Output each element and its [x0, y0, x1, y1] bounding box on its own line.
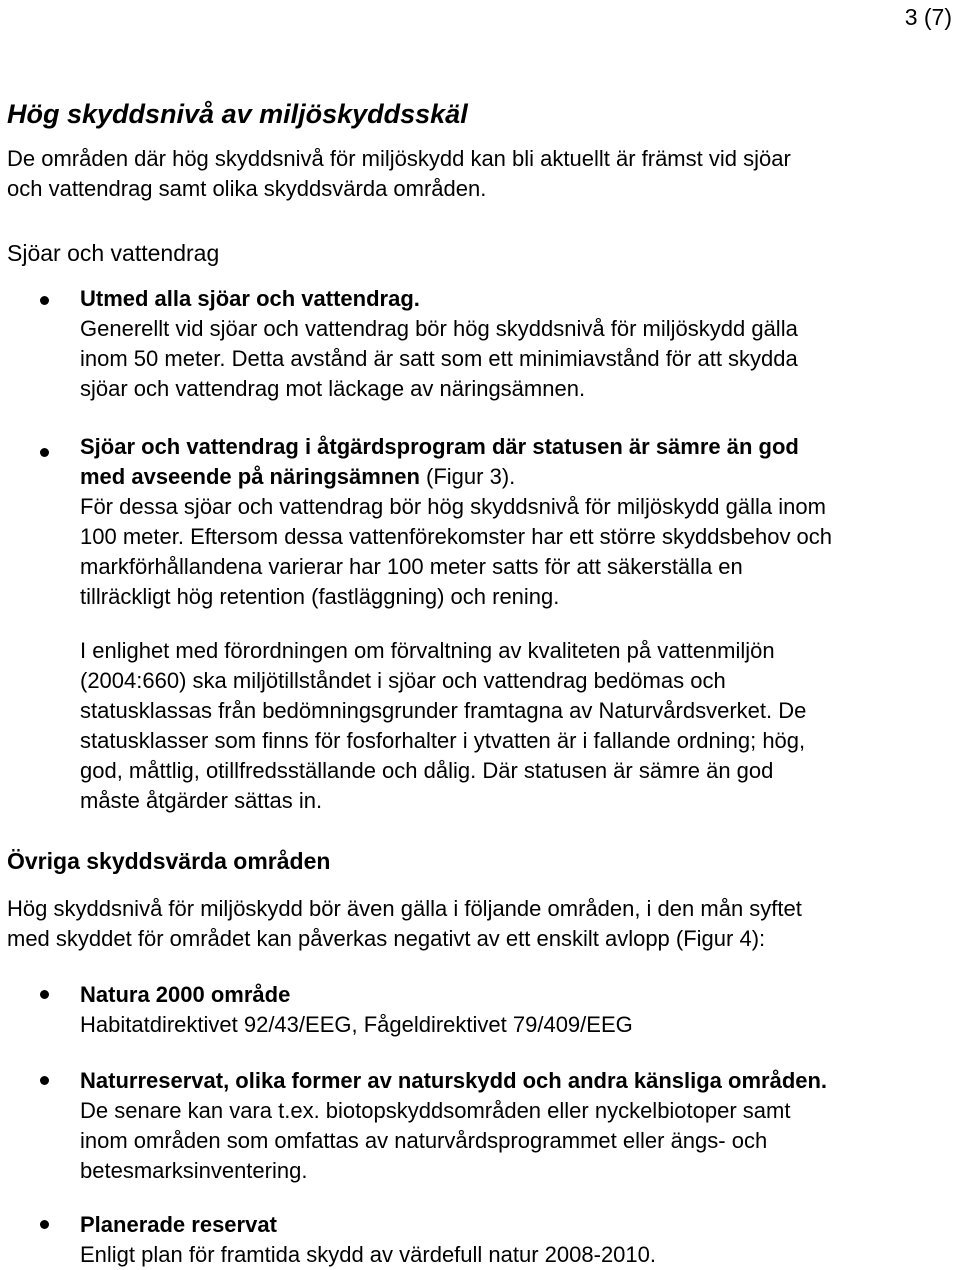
bullet-item-natura-2000 [80, 980, 633, 1040]
regulation-line: statusklasser som finns för fosforhalter i ytvatten är i fallande ordning; hög, [80, 728, 806, 753]
bullet-title: Sjöar och vattendrag i åtgärdsprogram där statusen är sämre än god [80, 434, 799, 459]
section-title: Hög skyddsnivå av miljöskyddsskäl [7, 99, 468, 129]
bullet-text-line: betesmarksinventering. [80, 1158, 308, 1183]
other-intro-line: med skyddet för området kan påverkas negativt av ett enskilt avlopp (Figur 4): [7, 926, 766, 951]
page-number: 3 (7) [904, 4, 952, 30]
bullet-text-line: tillräckligt hög retention (fastläggning) och rening. [80, 584, 560, 609]
regulation-line: god, måttlig, otillfredsställande och dålig. Där statusen är sämre än god [80, 758, 774, 783]
bullet-text-line: De senare kan vara t.ex. biotopskyddsområden eller nyckelbiotoper samt [80, 1098, 791, 1123]
bullet-text-line: Habitatdirektivet 92/43/EEG, Fågeldirektivet 79/409/EEG [80, 1012, 633, 1037]
bullet-title: Utmed alla sjöar och vattendrag. [80, 286, 420, 311]
bullet-title: med avseende på näringsämnen [80, 464, 420, 489]
other-areas-heading: Övriga skyddsvärda områden [7, 848, 331, 874]
bullet-title: Natura 2000 område [80, 982, 291, 1007]
other-areas-intro [7, 894, 802, 954]
bullet-item-nature-reserve [80, 1066, 827, 1186]
bullet-text-line: sjöar och vattendrag mot läckage av näringsämnen. [80, 376, 586, 401]
regulation-paragraph [80, 636, 806, 816]
bullet-item-lakes [80, 284, 798, 404]
lakes-heading: Sjöar och vattendrag [7, 240, 220, 266]
regulation-line: måste åtgärder sättas in. [80, 788, 323, 813]
bullet-item-planned-reserve [80, 1210, 656, 1270]
intro-line: De områden där hög skyddsnivå för miljöskydd kan bli aktuellt är främst vid sjöar [7, 146, 791, 171]
bullet-text-line: inom områden som omfattas av naturvårdsprogrammet eller ängs- och [80, 1128, 768, 1153]
bullet-icon [40, 1220, 49, 1229]
bullet-icon [40, 990, 49, 999]
bullet-icon [40, 448, 49, 457]
other-intro-line: Hög skyddsnivå för miljöskydd bör även gälla i följande områden, i den mån syftet [7, 896, 802, 921]
bullet-title: Naturreservat, olika former av naturskydd och andra känsliga områden. [80, 1068, 828, 1093]
bullet-icon [40, 296, 49, 305]
bullet-icon [40, 1076, 49, 1085]
regulation-line: I enlighet med förordningen om förvaltning av kvaliteten på vattenmiljön [80, 638, 775, 663]
bullet-title: Planerade reservat [80, 1212, 277, 1237]
bullet-text-line: Enligt plan för framtida skydd av värdefull natur 2008-2010. [80, 1242, 656, 1267]
bullet-text-line: 100 meter. Eftersom dessa vattenförekomster har ett större skyddsbehov och [80, 524, 833, 549]
intro-paragraph [7, 144, 791, 204]
bullet-item-action-program [80, 432, 832, 612]
bullet-text-line: inom 50 meter. Detta avstånd är satt som ett minimiavstånd för att skydda [80, 346, 798, 371]
bullet-text-line: Generellt vid sjöar och vattendrag bör hög skyddsnivå för miljöskydd gälla [80, 316, 798, 341]
bullet-text-line: För dessa sjöar och vattendrag bör hög skyddsnivå för miljöskydd gälla inom [80, 494, 826, 519]
regulation-line: statusklassas från bedömningsgrunder framtagna av Naturvårdsverket. De [80, 698, 807, 723]
regulation-line: (2004:660) ska miljötillståndet i sjöar och vattendrag bedömas och [80, 668, 726, 693]
bullet-text-line: markförhållandena varierar har 100 meter satts för att säkerställa en [80, 554, 743, 579]
intro-line: och vattendrag samt olika skyddsvärda områden. [7, 176, 487, 201]
bullet-title-line-2 [80, 462, 832, 492]
figure-reference: (Figur 3). [419, 464, 516, 489]
